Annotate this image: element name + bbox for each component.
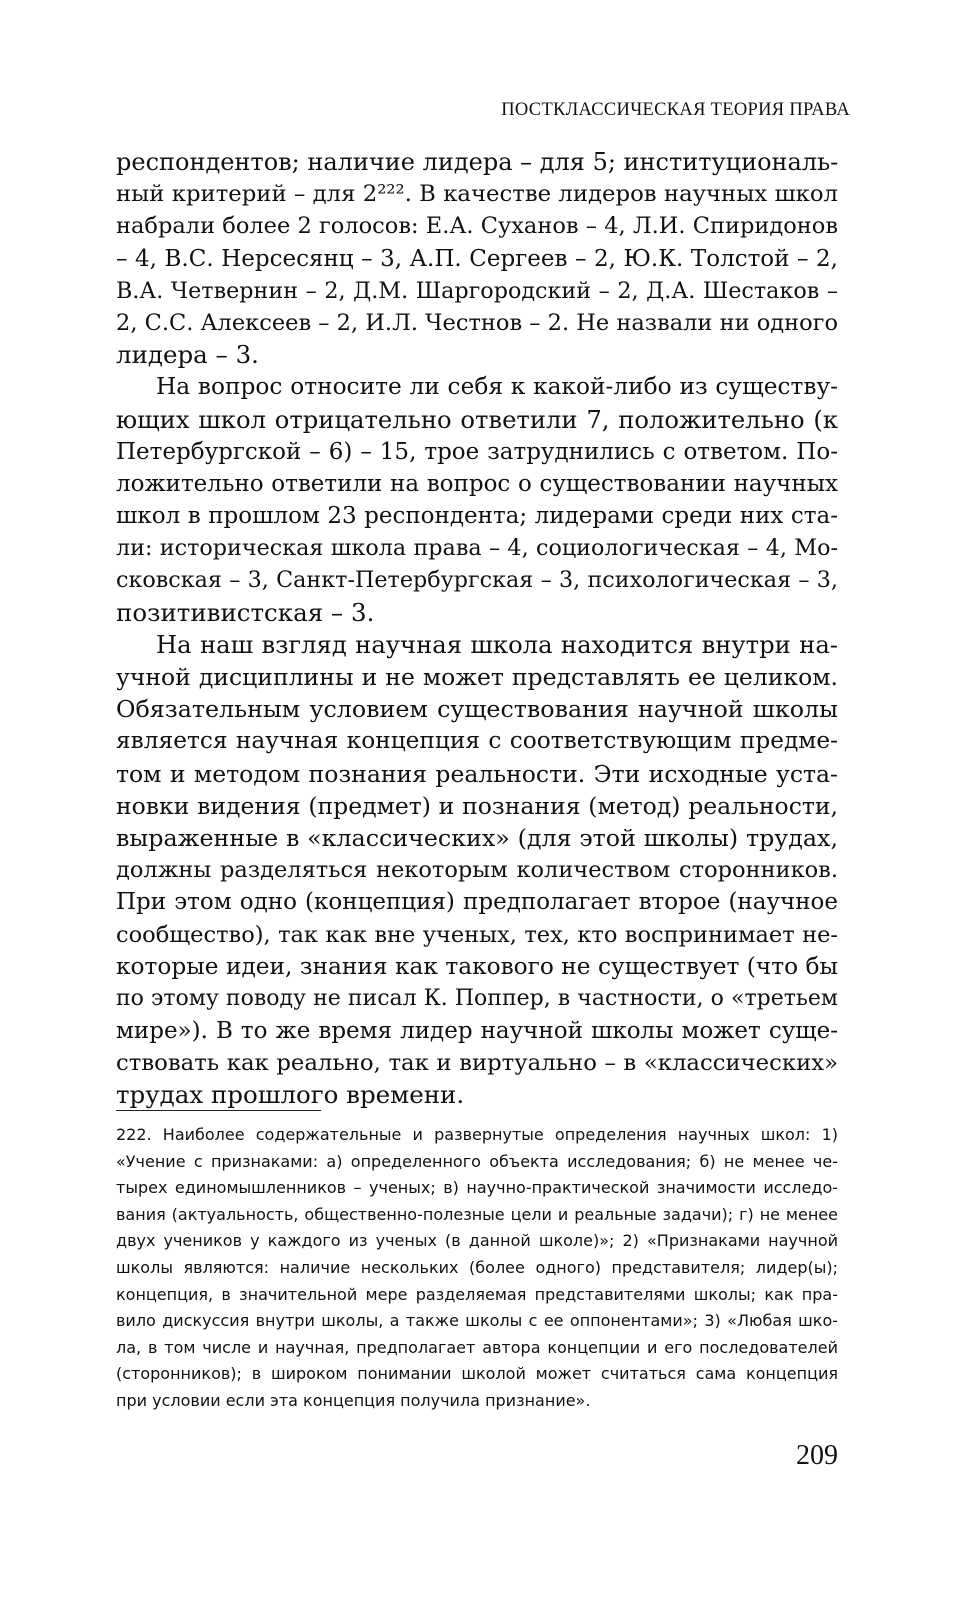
footnote-line: тырех единомышленников – ученых; в) научно-практической значимости исследо- [116, 1178, 838, 1198]
text-line: которые идеи, знания как такового не существует (что бы [116, 952, 838, 980]
text-line: мире»). В то же время лидер научной школы может суще- [116, 1018, 838, 1045]
text-line: 2, С.С. Алексеев – 2, И.Л. Честнов – 2. Не назвали ни одного [116, 309, 838, 336]
footnote-line: 222. Наиболее содержательные и развернутые определения научных школ: 1) [116, 1125, 838, 1144]
text-line: новки видения (предмет) и познания (метод) реальности, [116, 791, 838, 820]
footnote-line: вания (актуальность, общественно-полезные цели и реальные задачи); г) не менее [116, 1204, 838, 1224]
footnote-separator [116, 1110, 321, 1111]
text-line: респондентов; наличие лидера – для 5; институциональ- [116, 148, 839, 176]
running-header: ПОСТКЛАССИЧЕСКАЯ ТЕОРИЯ ПРАВА [501, 100, 850, 120]
text-line: по этому поводу не писал К. Поппер, в частности, о «третьем [116, 985, 838, 1011]
text-line: должны разделяться некоторым количеством сторонников. [116, 857, 838, 884]
footnote-line: концепция, в значительной мере разделяемая представителями школы; как пра- [116, 1284, 838, 1304]
footnote-line: школы являются: наличие нескольких (более одного) представителя; лидер(ы); [116, 1257, 838, 1277]
text-line: набрали более 2 голосов: Е.А. Суханов – 4, Л.И. Спиридонов [116, 213, 838, 240]
footnote [116, 1122, 838, 1415]
text-line: позитивистская – 3. [116, 597, 375, 627]
footnote-line: при условии если эта концепция получила признание». [116, 1390, 591, 1410]
text-line: трудах прошлого времени. [116, 1080, 465, 1110]
text-line: Петербургской – 6) – 15, трое затруднились с ответом. По- [116, 438, 838, 465]
text-line: лидера – 3. [116, 340, 259, 370]
text-line: школ в прошлом 23 респондента; лидерами среди них ста- [116, 503, 838, 530]
footnote-line: (сторонников); в широком понимании школой может считаться сама концепция [116, 1364, 838, 1384]
text-line: ный критерий – для 2²²². В качестве лидеров научных школ [116, 181, 838, 208]
text-line: Обязательным условием существования научной школы [116, 695, 838, 724]
footnote-line: вило дискуссия внутри школы, а также школы с ее оппонентами»; 3) «Любая шко- [116, 1311, 838, 1331]
text-line: является научная концепция с соответствующим предме- [116, 727, 838, 755]
footnote-line: «Учение с признаками: а) определенного объекта исследования; б) не менее че- [116, 1151, 838, 1171]
page-number: 209 [796, 1440, 838, 1471]
text-line: ствовать как реально, так и виртуально – в «классических» [116, 1050, 838, 1077]
footnote-line: ла, в том числе и научная, предполагает автора концепции и его последователей [116, 1337, 838, 1357]
text-line: учной дисциплины и не может представлять ее целиком. [116, 663, 838, 691]
text-line: ющих школ отрицательно ответили 7, положительно (к [116, 404, 838, 434]
text-line: – 4, В.С. Нерсесянц – 3, А.П. Сергеев – 2, Ю.К. Толстой – 2, [116, 245, 838, 272]
main-text [116, 146, 838, 1112]
text-line: выраженные в «классических» (для этой школы) трудах, [116, 823, 838, 852]
text-line: сообщество), так как вне ученых, тех, кто воспринимает не- [116, 921, 838, 948]
text-line: На наш взгляд научная школа находится внутри на- [156, 629, 838, 659]
text-line: На вопрос относите ли себя к какой-либо из существу- [156, 373, 838, 401]
text-line: том и методом познания реальности. Эти исходные уста- [116, 759, 838, 788]
text-line: сковская – 3, Санкт-Петербургская – 3, психологическая – 3, [116, 567, 838, 594]
text-line: ложительно ответили на вопрос о существовании научных [116, 470, 838, 497]
footnote-line: двух учеников у каждого из ученых (в данной школе)»; 2) «Признаками научной [116, 1231, 838, 1251]
text-line: В.А. Четвернин – 2, Д.М. Шаргородский – 2, Д.А. Шестаков – [116, 277, 838, 304]
text-line: При этом одно (концепция) предполагает второе (научное [116, 889, 838, 916]
text-line: ли: историческая школа права – 4, социологическая – 4, Мо- [116, 535, 838, 562]
